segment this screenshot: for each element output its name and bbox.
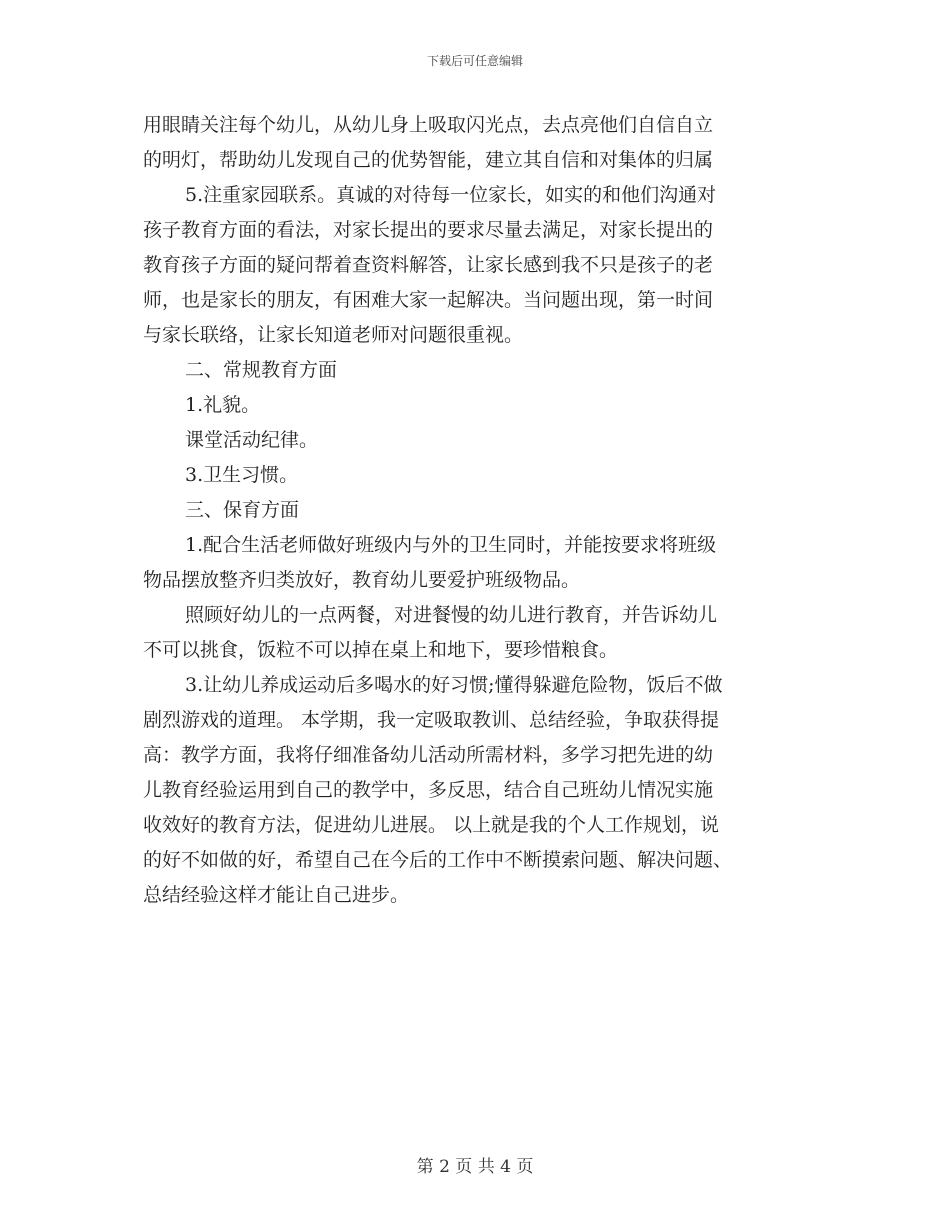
body-line: 的好不如做的好，希望自己在今后的工作中不断摸索问题、解决问题、 xyxy=(143,849,733,871)
body-line: 5.注重家园联系。真诚的对待每一位家长，如实的和他们沟通对 xyxy=(185,184,717,206)
body-line: 3.让幼儿养成运动后多喝水的好习惯;懂得躲避危险物，饭后不做 xyxy=(185,674,723,696)
document-body xyxy=(143,108,809,913)
section-heading: 三、保育方面 xyxy=(185,499,300,521)
body-line: 师，也是家长的朋友，有困难大家一起解决。当问题出现，第一时间 xyxy=(143,289,714,311)
body-line: 总结经验这样才能让自己进步。 xyxy=(143,884,410,906)
body-line: 与家长联络，让家长知道老师对问题很重视。 xyxy=(143,324,524,346)
body-line: 孩子教育方面的看法，对家长提出的要求尽量去满足，对家长提出的 xyxy=(143,219,714,241)
body-line: 教育孩子方面的疑问帮着查资料解答，让家长感到我不只是孩子的老 xyxy=(143,254,714,276)
body-line: 3.卫生习惯。 xyxy=(185,464,299,486)
body-line: 课堂活动纪律。 xyxy=(185,429,319,451)
page-number: 第 2 页 共 4 页 xyxy=(416,1157,534,1177)
body-line: 1.礼貌。 xyxy=(185,394,261,416)
body-line: 照顾好幼儿的一点两餐，对进餐慢的幼儿进行教育，并告诉幼儿 xyxy=(185,604,718,626)
body-line: 1.配合生活老师做好班级内与外的卫生同时，并能按要求将班级 xyxy=(185,534,717,556)
page-header: 下载后可任意编辑 xyxy=(426,54,523,68)
body-line: 不可以挑食，饭粒不可以掉在桌上和地下，要珍惜粮食。 xyxy=(143,639,619,661)
body-line: 剧烈游戏的道理。 本学期，我一定吸取教训、总结经验，争取获得提 xyxy=(143,709,720,731)
body-line: 用眼睛关注每个幼儿，从幼儿身上吸取闪光点，去点亮他们自信自立 xyxy=(143,114,714,136)
body-line: 儿教育经验运用到自己的教学中，多反思，结合自己班幼儿情况实施 xyxy=(143,779,714,801)
body-line: 物品摆放整齐归类放好，教育幼儿要爱护班级物品。 xyxy=(143,569,581,591)
body-line: 的明灯，帮助幼儿发现自己的优势智能，建立其自信和对集体的归属 xyxy=(143,149,714,171)
body-line: 收效好的教育方法，促进幼儿进展。 以上就是我的个人工作规划，说 xyxy=(143,814,720,836)
body-line: 高：教学方面，我将仔细准备幼儿活动所需材料，多学习把先进的幼 xyxy=(143,744,714,766)
section-heading: 二、常规教育方面 xyxy=(185,359,338,381)
